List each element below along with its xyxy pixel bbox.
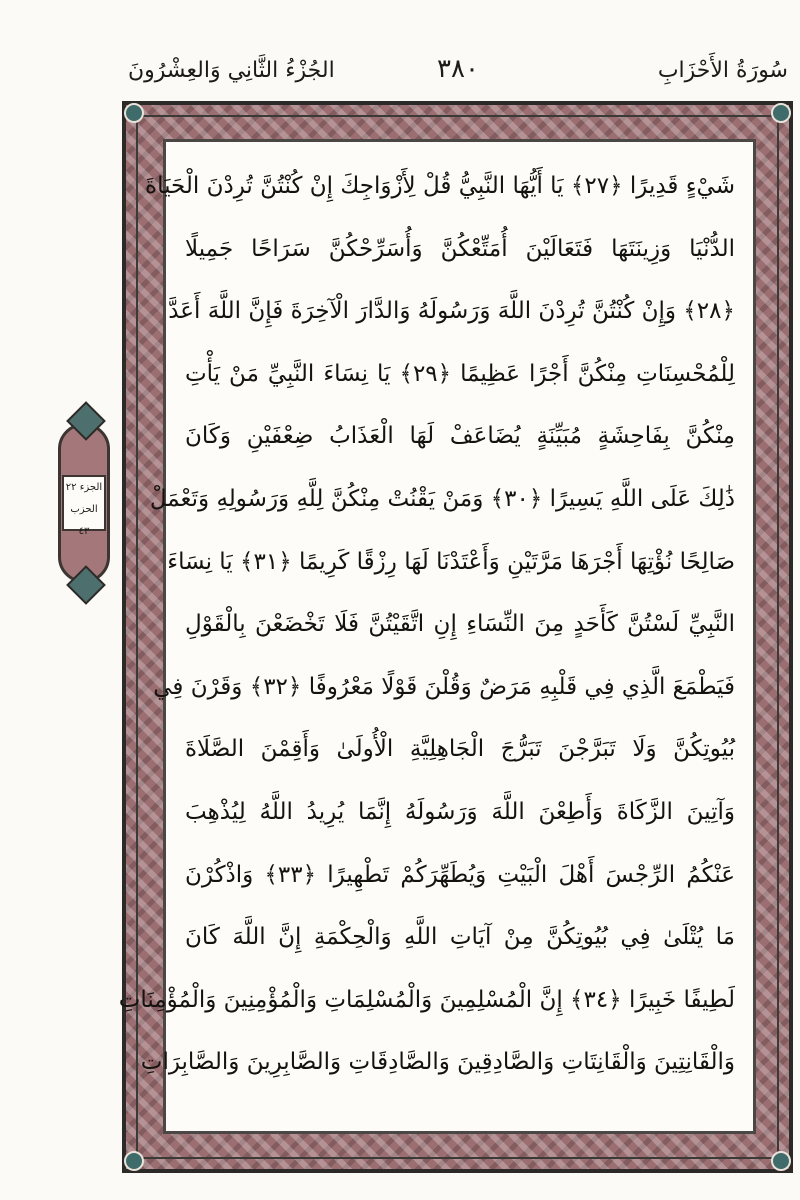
hizb-marker: [52, 403, 116, 603]
page-number: ٣٨٠: [437, 54, 479, 84]
juz-marker-text: الجزء ٢٢: [65, 482, 103, 493]
hizb-label: [62, 475, 106, 537]
text-line: الدُّنْيَا وَزِينَتَهَا فَتَعَالَيْنَ أُمَتِّعْكُنَّ وَأُسَرِّحْكُنَّ سَرَاحًا جَمِيلًا: [185, 235, 735, 262]
surah-title: سُورَةُ الأَحْزَابِ: [657, 58, 788, 83]
text-line: وَآتِينَ الزَّكَاةَ وَأَطِعْنَ اللَّهَ وَرَسُولَهُ إِنَّمَا يُرِيدُ اللَّهُ لِيُذْهِبَ: [185, 798, 735, 825]
text-line: لَطِيفًا خَبِيرًا ﴿٣٤﴾ إِنَّ الْمُسْلِمِينَ وَالْمُسْلِمَاتِ وَالْمُؤْمِنِينَ وَالْمُؤْمِنَاتِ: [118, 986, 735, 1013]
page-header: [128, 52, 788, 96]
corner-ornament-top-right-icon: [771, 103, 791, 123]
corner-ornament-bottom-left-icon: [124, 1151, 144, 1171]
text-line: مَا يُتْلَىٰ فِي بُيُوتِكُنَّ مِنْ آيَاتِ اللَّهِ وَالْحِكْمَةِ إِنَّ اللَّهَ كَانَ: [185, 924, 735, 951]
text-line: بُيُوتِكُنَّ وَلَا تَبَرَّجْنَ تَبَرُّجَ الْجَاهِلِيَّةِ الْأُولَىٰ وَأَقِمْنَ الصَّلَاةَ: [185, 736, 735, 763]
hizb-marker-text: الحزب ٤٣: [70, 504, 98, 537]
text-line: فَيَطْمَعَ الَّذِي فِي قَلْبِهِ مَرَضٌ وَقُلْنَ قَوْلًا مَعْرُوفًا ﴿٣٢﴾ وَقَرْنَ فِي: [153, 673, 735, 700]
text-line: ﴿٢٨﴾ وَإِنْ كُنْتُنَّ تُرِدْنَ اللَّهَ وَرَسُولَهُ وَالدَّارَ الْآخِرَةَ فَإِنَّ اللَّهَ أَعَدَّ: [168, 298, 735, 325]
corner-ornament-top-left-icon: [124, 103, 144, 123]
text-line: وَالْقَانِتِينَ وَالْقَانِتَاتِ وَالصَّادِقِينَ وَالصَّادِقَاتِ وَالصَّابِرِينَ وَالصَّابِرَاتِ: [140, 1049, 735, 1076]
quran-text: [118, 155, 736, 1094]
text-line: صَالِحًا نُؤْتِهَا أَجْرَهَا مَرَّتَيْنِ وَأَعْتَدْنَا لَهَا رِزْقًا كَرِيمًا ﴿٣١﴾ يَا نِسَاءَ: [167, 548, 735, 575]
juz-title: الجُزْءُ الثَّانِي وَالعِشْرُونَ: [128, 58, 335, 83]
text-line: شَيْءٍ قَدِيرًا ﴿٢٧﴾ يَا أَيُّهَا النَّبِيُّ قُلْ لِأَزْوَاجِكَ إِنْ كُنْتُنَّ تُرِدْنَ الْحَيَاةَ: [145, 173, 735, 199]
text-line: النَّبِيِّ لَسْتُنَّ كَأَحَدٍ مِنَ النِّسَاءِ إِنِ اتَّقَيْتُنَّ فَلَا تَخْضَعْنَ بِالْقَوْلِ: [185, 611, 735, 638]
text-line: ذَٰلِكَ عَلَى اللَّهِ يَسِيرًا ﴿٣٠﴾ وَمَنْ يَقْنُتْ مِنْكُنَّ لِلَّهِ وَرَسُولِهِ وَتَعْمَلْ: [149, 485, 735, 512]
text-line: لِلْمُحْسِنَاتِ مِنْكُنَّ أَجْرًا عَظِيمًا ﴿٢٩﴾ يَا نِسَاءَ النَّبِيِّ مَنْ يَأْتِ: [185, 360, 735, 387]
text-line: عَنْكُمُ الرِّجْسَ أَهْلَ الْبَيْتِ وَيُطَهِّرَكُمْ تَطْهِيرًا ﴿٣٣﴾ وَاذْكُرْنَ: [185, 861, 736, 888]
corner-ornament-bottom-right-icon: [771, 1151, 791, 1171]
text-line: مِنْكُنَّ بِفَاحِشَةٍ مُبَيِّنَةٍ يُضَاعَفْ لَهَا الْعَذَابُ ضِعْفَيْنِ وَكَانَ: [185, 423, 735, 450]
